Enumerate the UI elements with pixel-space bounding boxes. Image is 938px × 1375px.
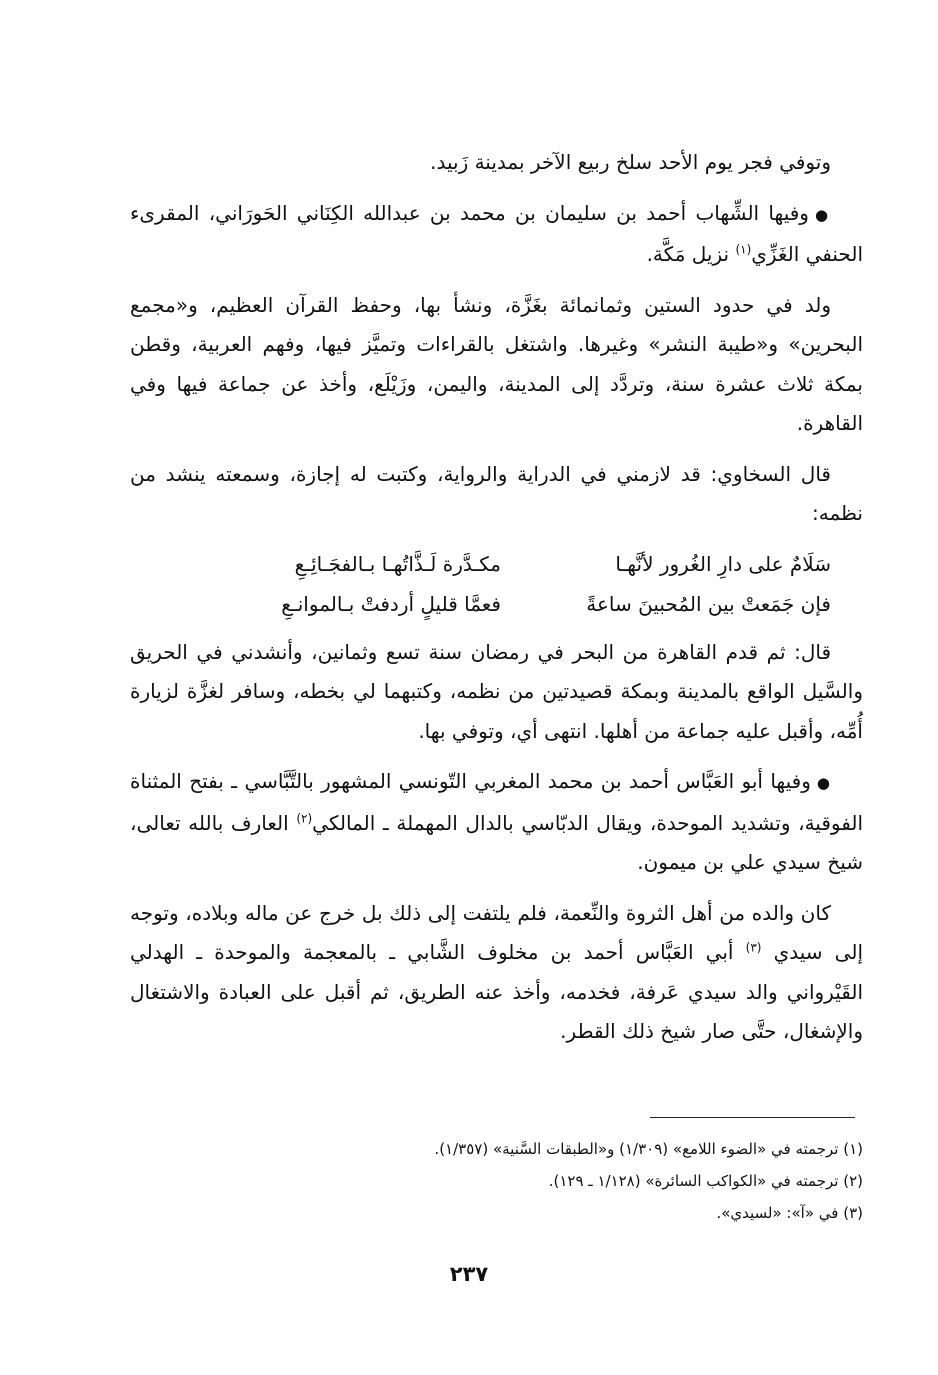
- paragraph-father: [130, 894, 863, 1052]
- paragraph-text: أبي العَبَّاس أحمد بن مخلوف الشَّابي ـ بالمعجمة والموحدة ـ الهدلي القَيْرواني والد سيدي عَرفة، فخدمه، وأخذ عنه الطريق، ثم أقبل على العبادة والاشتغال والإشغال، حتَّى صار شيخ ذلك القطر.: [130, 940, 863, 1043]
- paragraph-text: كان والده من أهل الثروة والنِّعمة، فلم يلتفت إلى ذلك بل خرج عن ماله وبلاده، وتوجه إلى سيدي: [130, 900, 863, 964]
- paragraph-text: قال: ثم قدم القاهرة من البحر في رمضان سنة تسع وثمانين، وأنشدني في الحريق والسَّيل الواقع بالمدينة وبمكة قصيدتين من نظمه، وكتبهما لي بخطه، وسافر لغزَّة لزيارة أُمِّه، وأقبل عليه جماعة من أهلها. انتهى أي، وتوفي بها.: [130, 639, 863, 743]
- paragraph-death-note: [130, 143, 863, 183]
- footnote-2: (٢) ترجمته في «الكواكب السائرة» (١/١٢٨ ـ ١٢٩).: [548, 1172, 863, 1190]
- footnote-1: (١) ترجمته في «الضوء اللامع» (١/٣٠٩) و«الطبقات السَّنية» (١/٣٥٧).: [434, 1140, 863, 1158]
- poem-verse: [130, 545, 831, 585]
- page-number: ٢٣٧: [449, 1262, 489, 1286]
- bullet-icon: ●: [816, 774, 831, 792]
- footnote-divider: [650, 1117, 855, 1118]
- paragraph-sakhawi-quote: [130, 455, 863, 534]
- paragraph-biography: [130, 286, 863, 444]
- paragraph-text: ولد في حدود الستين وثمانمائة بغَزَّة، ونشأ بها، وحفظ القرآن العظيم، و«مجمع البحرين» و«طيبة النشر» وغيرها. واشتغل بالقراءات وتميَّز فيها، وفهم العربية، وقطن بمكة ثلاث عشرة سنة، وتردَّد إلى المدينة، واليمن، وزَيْلَع، وأخذ عن جماعة فيها وفي القاهرة.: [130, 292, 863, 435]
- paragraph-entry-abbas: [130, 762, 863, 883]
- paragraph-text: العارف بالله تعالى، شيخ سيدي علي بن ميمون.: [130, 810, 863, 874]
- paragraph-text: نزيل مَكَّة.: [646, 242, 736, 266]
- footnotes: [300, 1133, 863, 1229]
- footnote-3: (٣) في «آ»: «لسيدي».: [716, 1204, 863, 1222]
- poem-verse: [130, 585, 831, 625]
- footnote-ref[interactable]: (٣): [745, 940, 762, 955]
- main-text: [130, 143, 863, 1063]
- poem: [130, 545, 863, 625]
- paragraph-text: وفيها الشِّهاب أحمد بن سليمان بن محمد بن عبدالله الكِنَاني الحَورَاني، المقرىء الحنفي الغَزِّي: [130, 200, 863, 266]
- paragraph-cairo-arrival: [130, 633, 863, 752]
- paragraph-text: قال السخاوي: قد لازمني في الدراية والرواية، وكتبت له إجازة، وسمعته ينشد من نظمه:: [130, 461, 863, 525]
- poem-hemistich-first: سَلَامٌ على دارِ الغُرور لأنَّهـا: [615, 551, 831, 576]
- paragraph-text: وتوفي فجر يوم الأحد سلخ ربيع الآخر بمدينة زَبيد.: [430, 150, 831, 174]
- paragraph-entry-shihab: [130, 194, 863, 275]
- poem-hemistich-second: فعمَّا قليلٍ أردفتْ بـالموانـعِ: [281, 591, 501, 616]
- footnote-ref[interactable]: (٢): [296, 810, 313, 825]
- poem-hemistich-first: فإن جَمَعتْ بين المُحبينَ ساعةً: [586, 591, 831, 616]
- paragraph-text: وفيها أبو العَبَّاس أحمد بن محمد المغربي التّونسي المشهور بالتَّبَّاسي ـ بفتح المثناة الفوقية، وتشديد الموحدة، ويقال الدبّاسي بالدال المهملة ـ المالكي: [130, 769, 864, 835]
- bullet-icon: ●: [814, 205, 831, 224]
- footnote-ref[interactable]: (١): [735, 242, 752, 257]
- poem-hemistich-second: مكـدَّرة لَـذَّاتُهـا بـالفجَـائِـعِ: [294, 551, 501, 576]
